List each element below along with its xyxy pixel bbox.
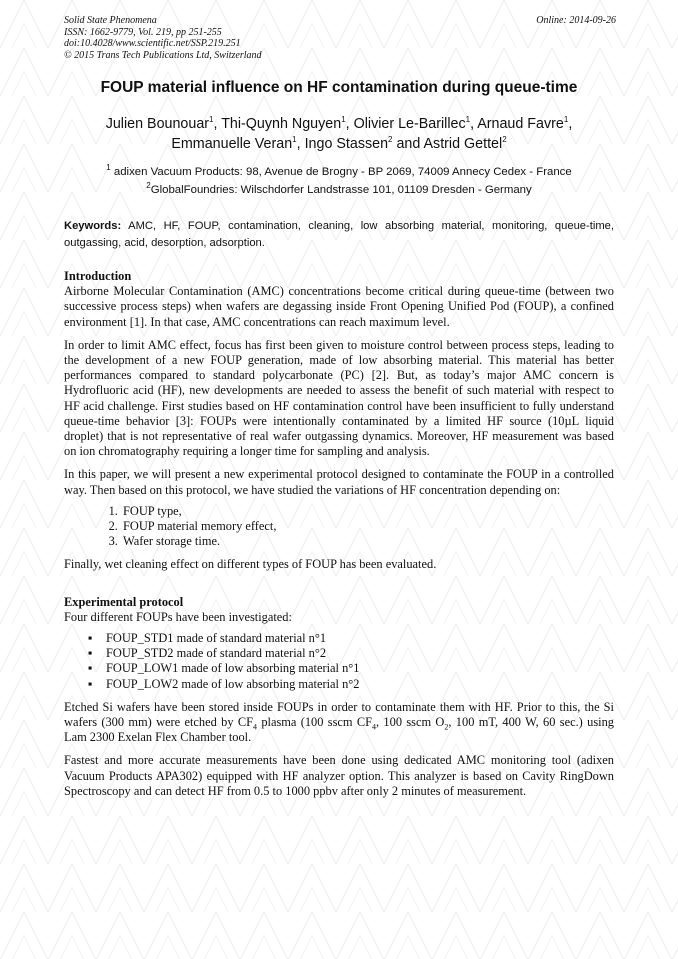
paragraph: Finally, wet cleaning effect on different types of FOUP has been evaluated. bbox=[64, 557, 437, 572]
keywords-text: AMC, HF, FOUP, contamination, cleaning, low absorbing material, monitoring, queue-time, outgassing, acid, desorption, adsorption. bbox=[64, 220, 614, 249]
paragraph: In order to limit AMC effect, focus has first been given to moisture control between process steps, leading to the development of a new FOUP generation, made of low absorbing material. This material has better performances compared to standard polycarbonate (PC) [2]. But, as today’s major AMC concern is Hydrofluoric acid (HF), new developments are needed to assess the benefit of such material with respect to HF acid challenge. First studies based on HF contamination control have been insufficient to fully understand queue-time behavior [3]: FOUPs were intentionally contaminated by a limited HF source (10µL liquid droplet) that is not representative of real wafer outgassing dynamics. Moreover, HF measurement was based on ion chromatography requiring a longer time for sampling and analysis. bbox=[64, 337, 614, 459]
bullet-icon: ▪ bbox=[88, 631, 93, 646]
journal-issn: ISSN: 1662-9779, Vol. 219, pp 251-255 bbox=[64, 26, 222, 38]
list-item: 1. FOUP type, bbox=[121, 504, 614, 519]
paragraph: In this paper, we will present a new experimental protocol designed to contaminate the FOUP in a controlled way. Then based on this protocol, we have studied the variations of HF concentration depending on: bbox=[64, 467, 614, 497]
bullet-icon: ▪ bbox=[88, 646, 93, 661]
keywords bbox=[64, 218, 614, 252]
author: Olivier Le-Barillec$^1$, bbox=[353, 115, 478, 132]
journal-header bbox=[64, 15, 616, 61]
paper-title: FOUP material influence on HF contamination during queue-time bbox=[100, 79, 578, 96]
online-date: Online: 2014-09-26 bbox=[536, 15, 616, 26]
author: Astrid Gettel$^2$ bbox=[423, 135, 507, 152]
list-item: 2. FOUP material memory effect, bbox=[121, 519, 614, 534]
author: Ingo Stassen$^2$ and bbox=[304, 135, 424, 152]
section-heading-experimental: Experimental protocol bbox=[64, 594, 184, 609]
bullet-list bbox=[64, 631, 614, 692]
author: Emmanuelle Veran$^1$, bbox=[171, 135, 305, 152]
author: Arnaud Favre$^1$, bbox=[477, 115, 573, 132]
section-heading-introduction: Introduction bbox=[64, 269, 132, 283]
author: Thi-Quynh Nguyen$^1$, bbox=[221, 115, 354, 132]
bullet-icon: ▪ bbox=[88, 661, 93, 676]
affiliation: $^1$ adixen Vacuum Products: 98, Avenue de Brogny - BP 2069, 74009 Annecy Cedex - France bbox=[106, 163, 572, 178]
list-item: 3. Wafer storage time. bbox=[121, 534, 614, 549]
journal-doi: doi:10.4028/www.scientific.net/SSP.219.251 bbox=[64, 38, 241, 49]
author: Julien Bounouar$^1$, bbox=[105, 115, 222, 132]
bullet-icon: ▪ bbox=[88, 676, 93, 691]
journal-name: Solid State Phenomena bbox=[64, 15, 157, 26]
paper-body bbox=[64, 269, 614, 807]
list-item: ▪ FOUP_STD1 made of standard material n°1 bbox=[88, 631, 327, 646]
journal-copyright: © 2015 Trans Tech Publications Ltd, Switzerland bbox=[64, 49, 262, 61]
paragraph: Etched Si wafers have been stored inside FOUPs in order to contaminate them with HF. Prior to this, the Si wafers (300 mm) were etched by $CF_4$ plasma (100 sscm $CF_4$, 100 sscm $O_2$, 100 mT, 400 W, 60 sec.) using Lam 2300 Exelan Flex Chamber tool. bbox=[64, 699, 614, 745]
paragraph: Four different FOUPs have been investigated: bbox=[64, 609, 292, 624]
list-item: ▪ FOUP_STD2 made of standard material n°2 bbox=[88, 646, 327, 661]
list-item: ▪ FOUP_LOW1 made of low absorbing material n°1 bbox=[88, 661, 360, 676]
author-list bbox=[40, 114, 638, 154]
paragraph: Fastest and more accurate measurements have been done using dedicated AMC monitoring tool (adixen Vacuum Products APA302) equipped with HF analyzer option. This analyzer is based on Cavity RingDown Spectroscopy and can detect HF from 0.5 to 1000 ppbv after only 2 minutes of measurement. bbox=[64, 753, 614, 798]
paragraph: Airborne Molecular Contamination (AMC) concentrations become critical during queue-time (between two successive process steps) when wafers are degassing inside Front Opening Unified Pod (FOUP), a confined environment [1]. In that case, AMC concentrations can reach maximum level. bbox=[64, 284, 614, 329]
keywords-label: Keywords: bbox=[64, 220, 122, 232]
affiliations bbox=[40, 163, 638, 199]
list-item: ▪ FOUP_LOW2 made of low absorbing material n°2 bbox=[88, 676, 360, 691]
affiliation: $^2$GlobalFoundries: Wilschdorfer Landstrasse 101, 01109 Dresden - Germany bbox=[146, 181, 532, 196]
numbered-list bbox=[64, 504, 614, 550]
